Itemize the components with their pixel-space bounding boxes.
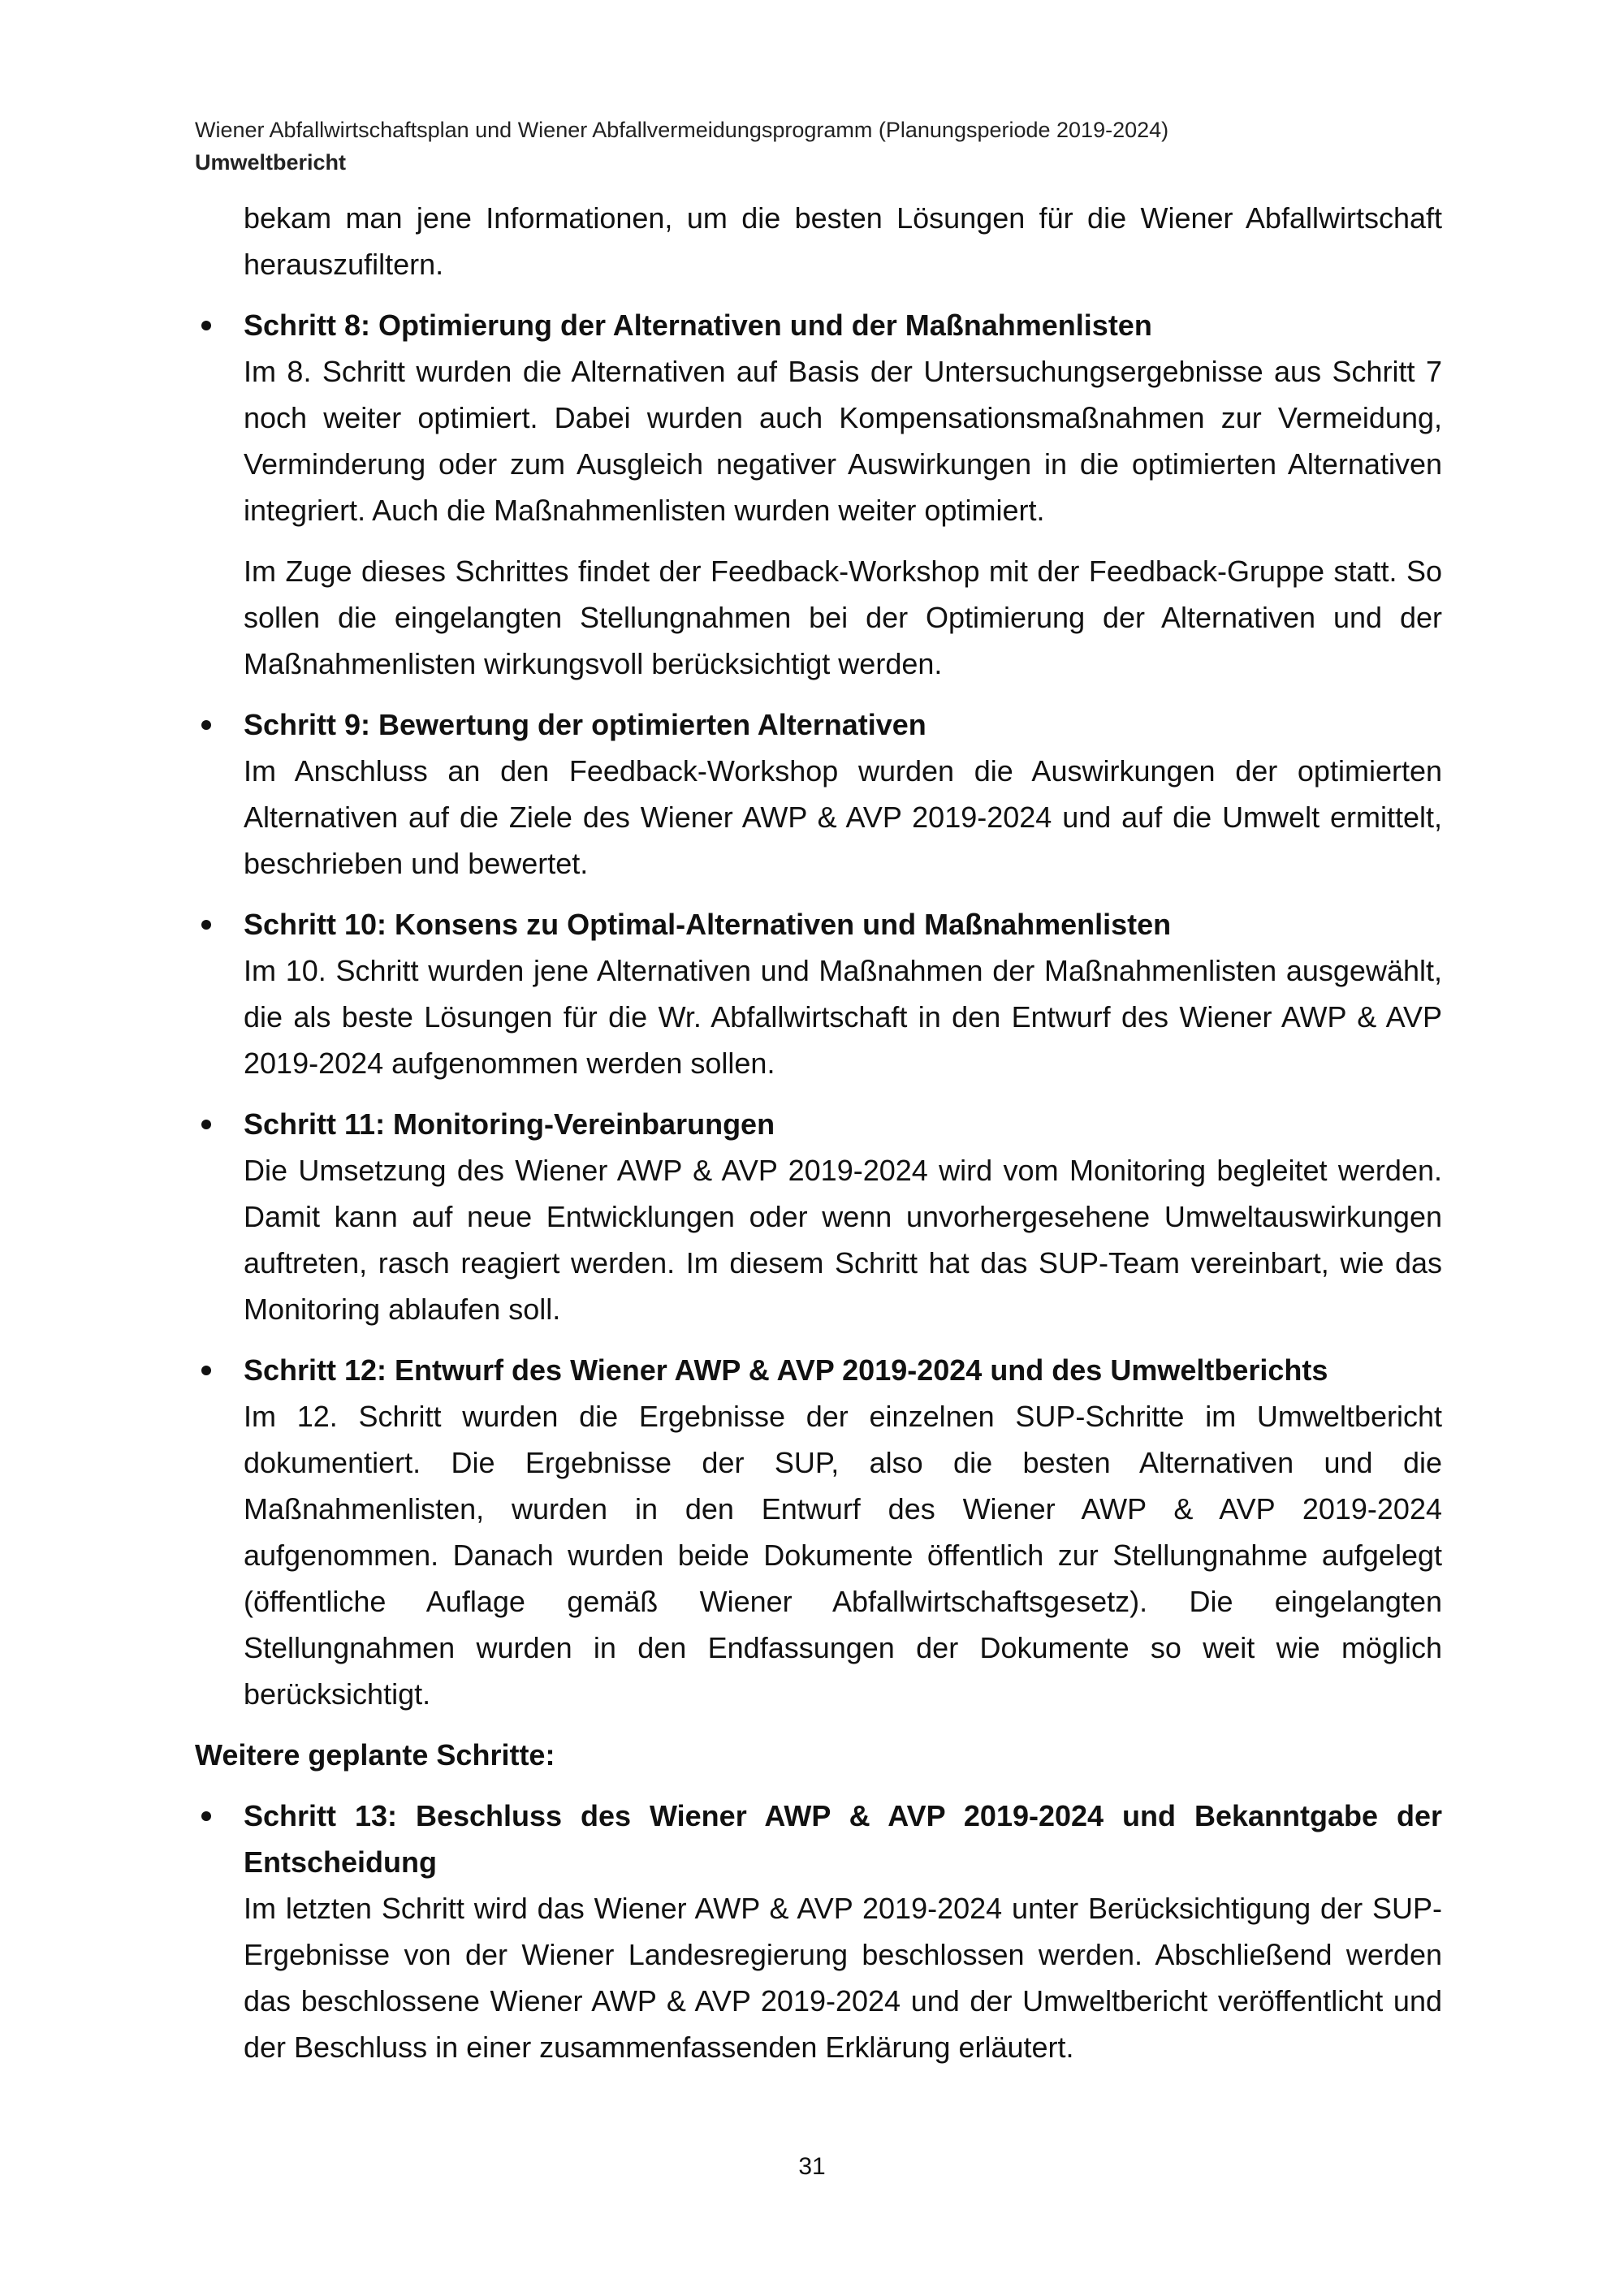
step-text: Im 8. Schritt wurden die Alternativen auf Basis der Untersuchungsergebnisse aus Schritt 7 noch weiter optimiert. Dabei wurden auch Kompensationsmaßnahmen zur Vermeidung, Verminderung oder zum Ausgleich negativer Auswirkungen in die optimierten Alternativen integriert. Auch die Maßnahmenlisten wurden weiter optimiert.	[244, 355, 1442, 527]
step-title: Schritt 13: Beschluss des Wiener AWP & AVP 2019-2024 und Bekanntgabe der Entscheidung	[244, 1799, 1442, 1879]
header-subtitle: Umweltbericht	[195, 150, 347, 175]
document-body	[195, 195, 1442, 2085]
step-title: Schritt 10: Konsens zu Optimal-Alternativen und Maßnahmenlisten	[244, 908, 1172, 941]
list-item-step-10	[195, 901, 1442, 1086]
step-title: Schritt 12: Entwurf des Wiener AWP & AVP 2019-2024 und des Umweltberichts	[244, 1353, 1328, 1387]
intro-paragraph: bekam man jene Informationen, um die besten Lösungen für die Wiener Abfallwirtschaft herauszufiltern.	[244, 201, 1442, 281]
page-header	[195, 114, 1462, 179]
step-text: Im Zuge dieses Schrittes findet der Feedback-Workshop mit der Feedback-Gruppe statt. So sollen die eingelangten Stellungnahmen bei der Optimierung der Alternativen und der Maßnahmenlisten wirkungsvoll berücksichtigt werden.	[244, 555, 1442, 680]
bullet-icon	[201, 1811, 211, 1821]
list-item-step-9	[195, 701, 1442, 887]
step-text: Im 10. Schritt wurden jene Alternativen und Maßnahmen der Maßnahmenlisten ausgewählt, die als beste Lösungen für die Wr. Abfallwirtschaft in den Entwurf des Wiener AWP & AVP 2019-2024 aufgenommen werden sollen.	[244, 954, 1442, 1080]
bullet-icon	[201, 1366, 211, 1375]
header-title: Wiener Abfallwirtschaftsplan und Wiener Abfallvermeidungsprogramm (Planungsperiode 2019-2024)	[195, 118, 1169, 142]
step-text: Die Umsetzung des Wiener AWP & AVP 2019-2024 wird vom Monitoring begleitet werden. Damit kann auf neue Entwicklungen oder wenn unvorhergesehene Umweltauswirkungen auftreten, rasch reagiert werden. Im diesem Schritt hat das SUP-Team vereinbart, wie das Monitoring ablaufen soll.	[244, 1154, 1442, 1326]
list-item-step-8	[195, 302, 1442, 687]
step-title: Schritt 9: Bewertung der optimierten Alternativen	[244, 708, 926, 741]
step-text: Im 12. Schritt wurden die Ergebnisse der einzelnen SUP-Schritte im Umweltbericht dokumentiert. Die Ergebnisse der SUP, also die besten Alternativen und die Maßnahmenlisten, wurden in den Entwurf des Wiener AWP & AVP 2019-2024 aufgenommen. Danach wurden beide Dokumente öffentlich zur Stellungnahme aufgelegt (öffentliche Auflage gemäß Wiener Abfallwirtschaftsgesetz). Die eingelangten Stellungnahmen wurden in den Endfassungen der Dokumente so weit wie möglich berücksichtigt.	[244, 1400, 1442, 1711]
step-title: Schritt 8: Optimierung der Alternativen und der Maßnahmenlisten	[244, 309, 1152, 342]
section-heading: Weitere geplante Schritte:	[195, 1738, 555, 1772]
bullet-icon	[201, 920, 211, 930]
step-text: Im letzten Schritt wird das Wiener AWP & AVP 2019-2024 unter Berücksichtigung der SUP-Ergebnisse von der Wiener Landesregierung beschlossen werden. Abschließend werden das beschlossene Wiener AWP & AVP 2019-2024 und der Umweltbericht veröffentlicht und der Beschluss in einer zusammenfassenden Erklärung erläutert.	[244, 1892, 1442, 2064]
list-item-step-13	[195, 1793, 1442, 2070]
list-item-step-12	[195, 1347, 1442, 1717]
bullet-icon	[201, 1120, 211, 1129]
step-text: Im Anschluss an den Feedback-Workshop wurden die Auswirkungen der optimierten Alternativen auf die Ziele des Wiener AWP & AVP 2019-2024 und auf die Umwelt ermittelt, beschrieben und bewertet.	[244, 754, 1442, 880]
bullet-icon	[201, 720, 211, 730]
list-item-step-11	[195, 1101, 1442, 1332]
bullet-icon	[201, 321, 211, 330]
step-title: Schritt 11: Monitoring-Vereinbarungen	[244, 1107, 775, 1141]
page-number: 31	[798, 2153, 826, 2180]
